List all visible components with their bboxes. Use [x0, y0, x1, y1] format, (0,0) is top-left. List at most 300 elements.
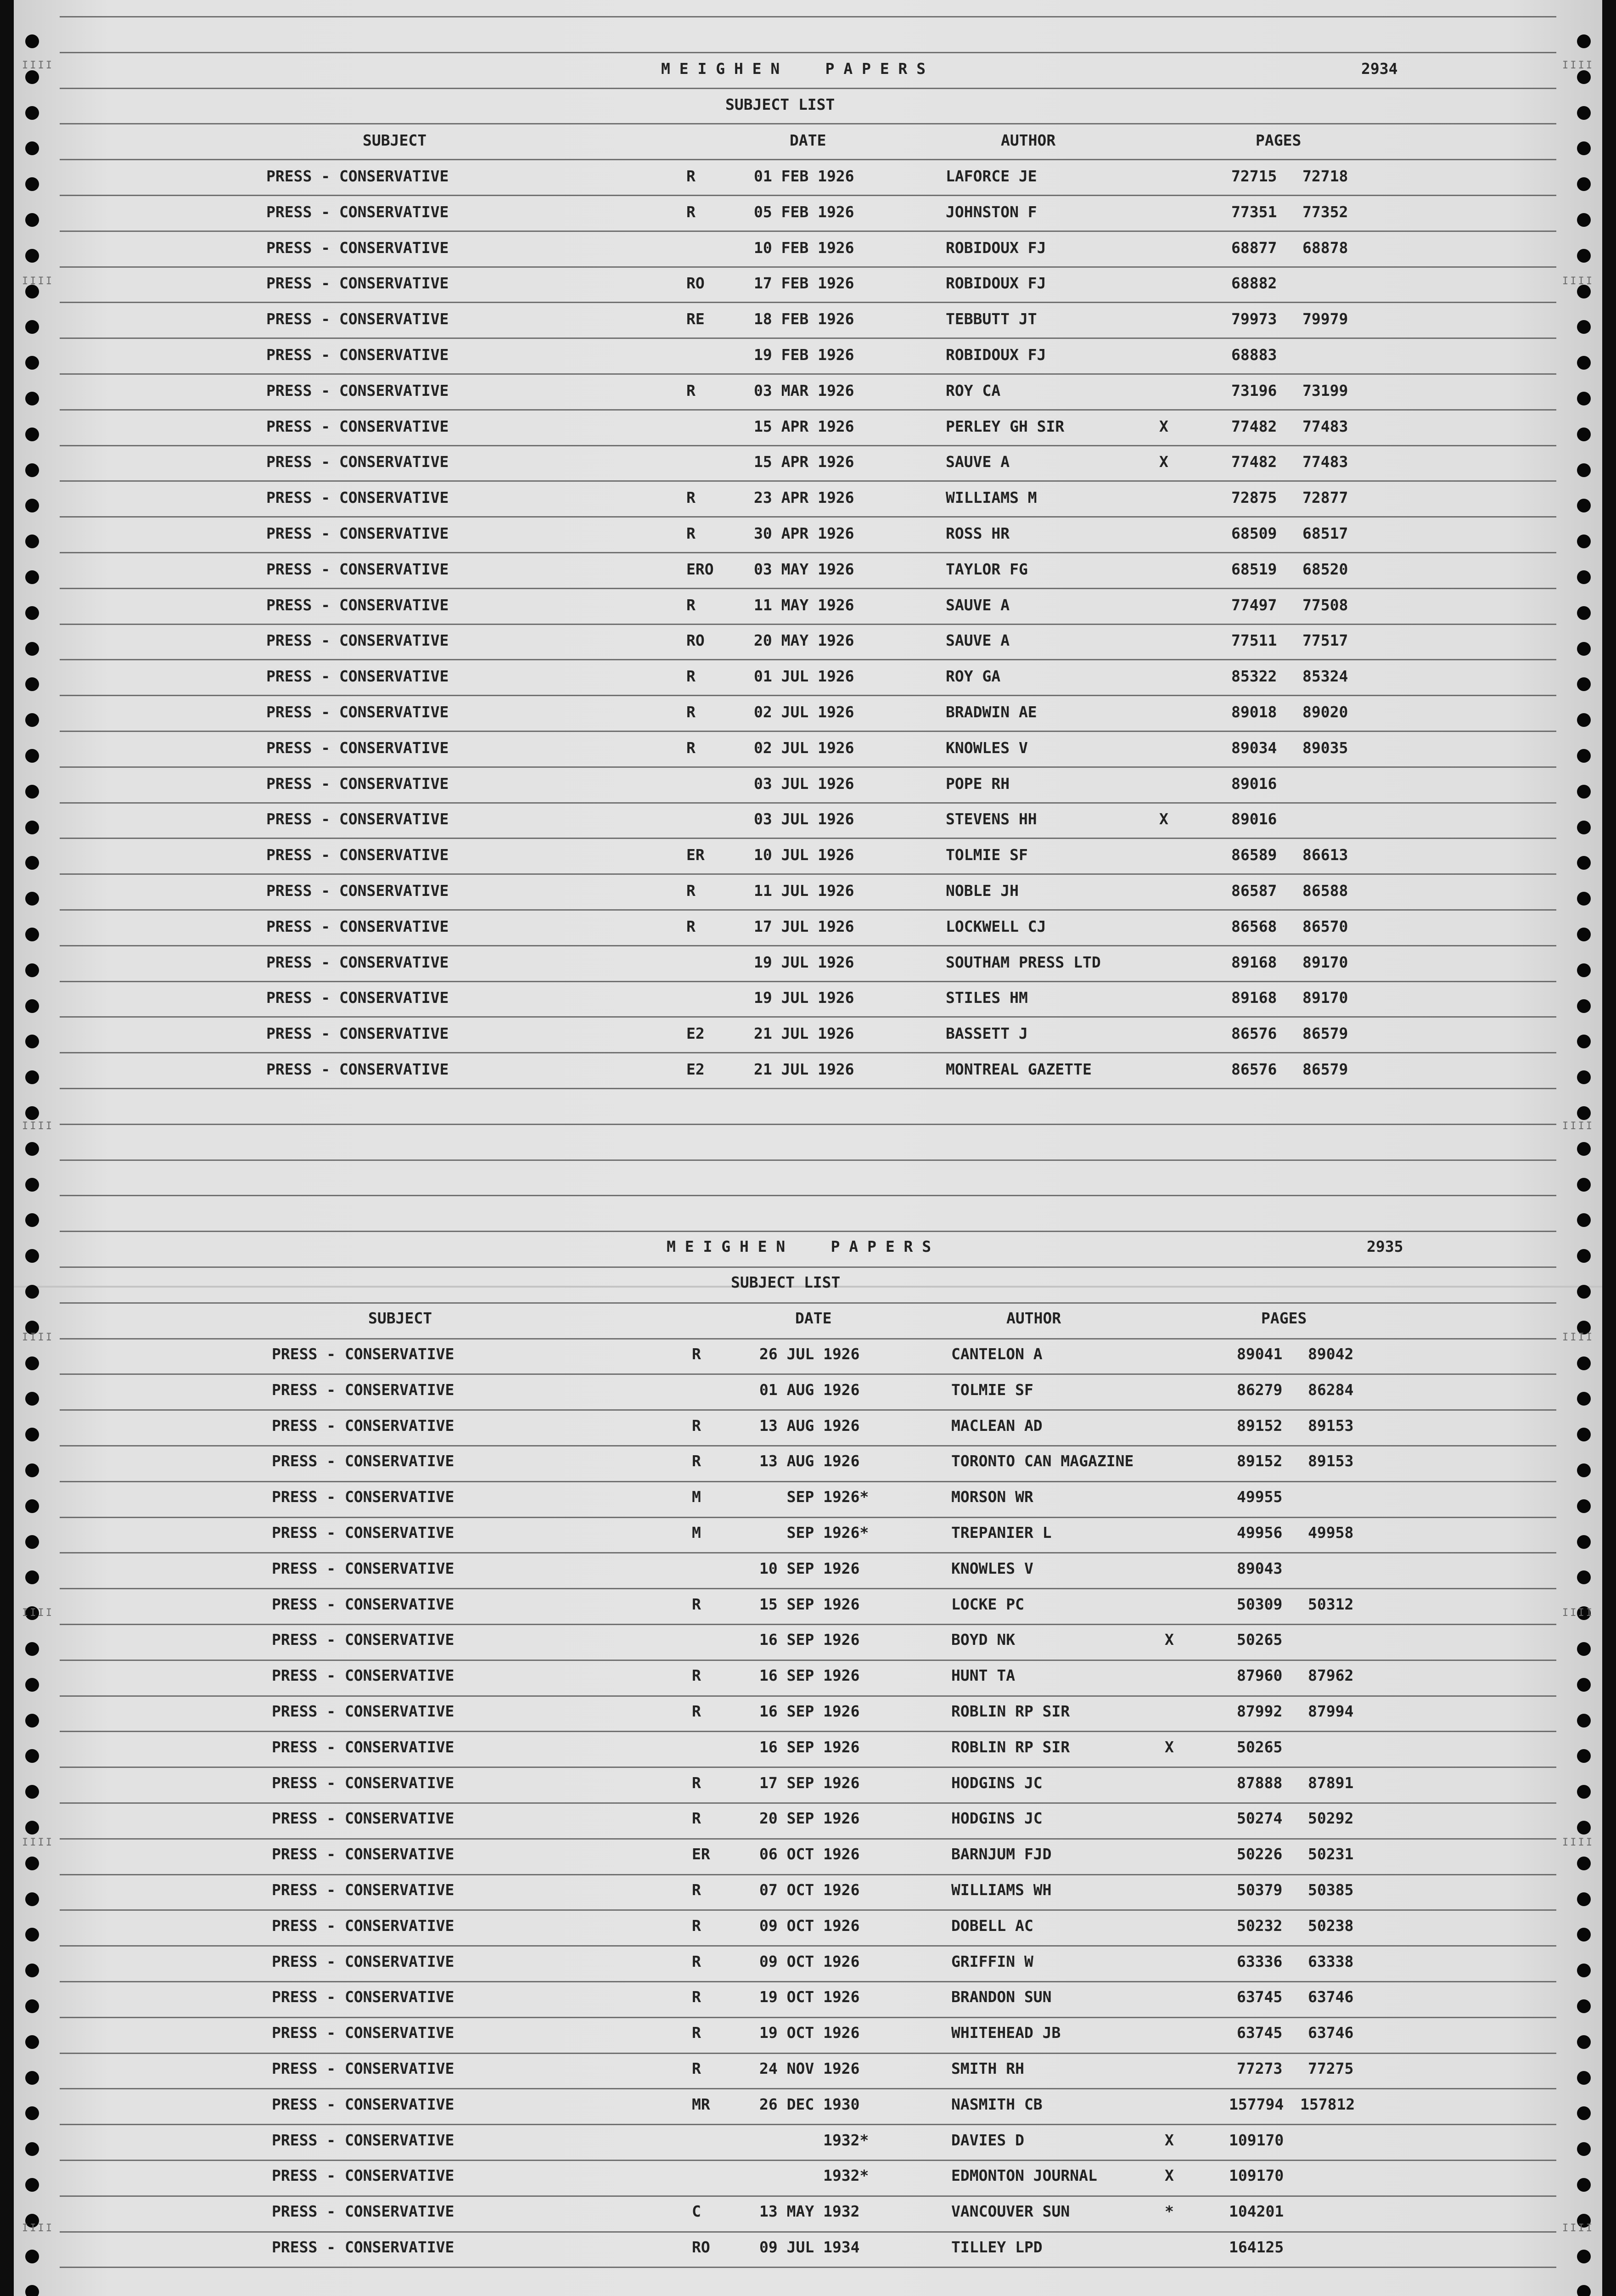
- page-start-cell: 49956: [1237, 1524, 1283, 1542]
- code-cell: ERO: [686, 560, 714, 578]
- code-cell: M: [692, 1524, 701, 1542]
- ruled-line: [60, 1409, 1556, 1411]
- author-cell: TOLMIE SF: [951, 1380, 1033, 1399]
- page-end-cell: 77517: [1302, 631, 1348, 650]
- column-header-author: AUTHOR: [1001, 131, 1056, 149]
- date-cell: 19 OCT 1926: [759, 1988, 860, 2006]
- page-end-cell: 89020: [1302, 703, 1348, 721]
- author-cell: TEBBUTT JT: [946, 310, 1037, 328]
- page-start-cell: 89152: [1237, 1416, 1283, 1435]
- page-start-cell: 86568: [1231, 917, 1277, 935]
- code-cell: R: [692, 1881, 701, 1899]
- subject-cell: PRESS - CONSERVATIVE: [266, 989, 449, 1007]
- author-cell: LOCKWELL CJ: [946, 917, 1046, 935]
- author-cell: BARNJUM FJD: [951, 1845, 1052, 1863]
- date-cell: 03 MAR 1926: [754, 381, 854, 400]
- date-cell: 09 JUL 1934: [759, 2238, 860, 2256]
- flag-cell: *: [1165, 2202, 1174, 2221]
- subject-cell: PRESS - CONSERVATIVE: [266, 738, 449, 757]
- author-cell: EDMONTON JOURNAL: [951, 2167, 1097, 2185]
- date-cell: 13 MAY 1932: [759, 2202, 860, 2221]
- date-cell: 11 JUL 1926: [754, 882, 854, 900]
- tractor-hole: [25, 570, 39, 584]
- author-cell: NASMITH CB: [951, 2095, 1043, 2113]
- tractor-hole: [1577, 570, 1591, 584]
- code-cell: R: [692, 2024, 701, 2042]
- ruled-line: [60, 1695, 1556, 1697]
- ruled-line: [60, 159, 1556, 160]
- author-cell: SMITH RH: [951, 2060, 1024, 2077]
- subject-cell: PRESS - CONSERVATIVE: [272, 1916, 454, 1935]
- subject-list-heading: SUBJECT LIST: [725, 96, 835, 113]
- author-cell: SAUVE A: [946, 631, 1010, 650]
- date-cell: 03 JUL 1926: [754, 810, 854, 828]
- page-start-cell: 50379: [1237, 1881, 1283, 1899]
- page-end-cell: 89153: [1308, 1416, 1354, 1435]
- page-start-cell: 86576: [1231, 1024, 1277, 1043]
- ruled-line: [60, 1445, 1556, 1446]
- author-cell: GRIFFIN W: [951, 1952, 1033, 1970]
- tractor-hole: [1577, 34, 1591, 48]
- flag-cell: X: [1165, 2167, 1174, 2185]
- page-start-cell: 86589: [1231, 846, 1277, 864]
- author-cell: HODGINS JC: [951, 1773, 1043, 1792]
- subject-cell: PRESS - CONSERVATIVE: [272, 1845, 454, 1863]
- author-cell: KNOWLES V: [951, 1559, 1033, 1577]
- column-header-date: DATE: [790, 131, 826, 149]
- tractor-hole: [25, 1285, 39, 1299]
- ruled-line: [60, 981, 1556, 982]
- tractor-hole: [1577, 892, 1591, 906]
- tractor-hole: [25, 1535, 39, 1549]
- author-cell: PERLEY GH SIR: [946, 417, 1065, 435]
- date-cell: 19 OCT 1926: [759, 2024, 860, 2042]
- tractor-hole: [25, 34, 39, 48]
- date-cell: 13 AUG 1926: [759, 1452, 860, 1470]
- tractor-hole: [1577, 535, 1591, 548]
- page-start-cell: 85322: [1231, 667, 1277, 686]
- tractor-hole: [1577, 463, 1591, 477]
- report-title: M E I G H E N P A P E R S: [661, 60, 926, 78]
- page-end-cell: 72718: [1302, 167, 1348, 185]
- tractor-hole: [1577, 1999, 1591, 2013]
- subject-cell: PRESS - CONSERVATIVE: [266, 1060, 449, 1078]
- margin-tick: IIII: [22, 1837, 54, 1848]
- ruled-line: [60, 1660, 1556, 1661]
- tractor-hole: [1577, 713, 1591, 727]
- author-cell: ROBLIN RP SIR: [951, 1738, 1070, 1756]
- author-cell: ROBIDOUX FJ: [946, 274, 1046, 293]
- page-start-cell: 77351: [1231, 203, 1277, 221]
- author-cell: WILLIAMS WH: [951, 1881, 1052, 1899]
- page-start-cell: 89152: [1237, 1452, 1283, 1470]
- code-cell: R: [686, 203, 696, 221]
- code-cell: RO: [686, 274, 705, 293]
- margin-tick: IIII: [1562, 2223, 1594, 2234]
- subject-cell: PRESS - CONSERVATIVE: [266, 453, 449, 471]
- tractor-hole: [25, 70, 39, 84]
- date-cell: 07 OCT 1926: [759, 1881, 860, 1899]
- column-header-date: DATE: [795, 1309, 832, 1327]
- date-cell: 23 APR 1926: [754, 489, 854, 507]
- date-cell: 21 JUL 1926: [754, 1024, 854, 1043]
- ruled-line: [60, 338, 1556, 339]
- code-cell: R: [692, 1452, 701, 1470]
- date-cell: 16 SEP 1926: [759, 1702, 860, 1720]
- page-end-cell: 86579: [1302, 1060, 1348, 1078]
- tractor-hole: [1577, 2250, 1591, 2263]
- subject-cell: PRESS - CONSERVATIVE: [266, 917, 449, 935]
- subject-cell: PRESS - CONSERVATIVE: [272, 1631, 454, 1649]
- page-end-cell: 79979: [1302, 310, 1348, 328]
- subject-cell: PRESS - CONSERVATIVE: [272, 1809, 454, 1828]
- tractor-hole: [1577, 1356, 1591, 1370]
- tractor-hole: [1577, 2071, 1591, 2085]
- author-cell: SAUVE A: [946, 596, 1010, 614]
- ruled-line: [60, 1552, 1556, 1553]
- code-cell: ER: [686, 846, 705, 864]
- column-header-author: AUTHOR: [1006, 1309, 1061, 1327]
- date-cell: 09 OCT 1926: [759, 1916, 860, 1935]
- date-cell: 26 JUL 1926: [759, 1345, 860, 1363]
- tractor-hole: [25, 821, 39, 834]
- author-cell: WILLIAMS M: [946, 489, 1037, 507]
- ruled-line: [60, 659, 1556, 660]
- tractor-hole: [1577, 2035, 1591, 2049]
- page-number: 2934: [1361, 60, 1398, 78]
- page-end-cell: 89170: [1302, 989, 1348, 1007]
- date-cell: 19 JUL 1926: [754, 989, 854, 1007]
- page-end-cell: 63746: [1308, 2024, 1354, 2042]
- ruled-line: [60, 88, 1556, 89]
- code-cell: E2: [686, 1024, 705, 1043]
- page-start-cell: 164125: [1229, 2238, 1284, 2256]
- tractor-hole: [25, 1821, 39, 1835]
- margin-tick: IIII: [1562, 1120, 1594, 1132]
- subject-cell: PRESS - CONSERVATIVE: [272, 1488, 454, 1506]
- ruled-line: [60, 588, 1556, 589]
- author-cell: DAVIES D: [951, 2131, 1024, 2149]
- page-end-cell: 63746: [1308, 1988, 1354, 2006]
- author-cell: DOBELL AC: [951, 1916, 1033, 1935]
- tractor-hole: [25, 963, 39, 977]
- ruled-line: [60, 1052, 1556, 1053]
- date-cell: 10 JUL 1926: [754, 846, 854, 864]
- subject-cell: PRESS - CONSERVATIVE: [266, 774, 449, 793]
- subject-cell: PRESS - CONSERVATIVE: [266, 703, 449, 721]
- tractor-hole: [1577, 1892, 1591, 1906]
- date-cell: 20 SEP 1926: [759, 1809, 860, 1828]
- page-start-cell: 89043: [1237, 1559, 1283, 1577]
- flag-cell: X: [1165, 1738, 1174, 1756]
- margin-tick: IIII: [22, 2223, 54, 2234]
- subject-cell: PRESS - CONSERVATIVE: [266, 667, 449, 686]
- ruled-line: [60, 766, 1556, 768]
- subject-cell: PRESS - CONSERVATIVE: [266, 596, 449, 614]
- tractor-hole: [1577, 1142, 1591, 1156]
- tractor-hole: [1577, 1714, 1591, 1728]
- author-cell: STILES HM: [946, 989, 1028, 1007]
- margin-tick: IIII: [1562, 60, 1594, 71]
- tractor-hole: [25, 463, 39, 477]
- page-start-cell: 104201: [1229, 2202, 1284, 2221]
- margin-tick: IIII: [1562, 1837, 1594, 1848]
- page-end-cell: 73199: [1302, 381, 1348, 400]
- tractor-hole: [25, 177, 39, 191]
- tractor-hole: [25, 249, 39, 263]
- page-end-cell: 86588: [1302, 882, 1348, 900]
- page-end-cell: 50238: [1308, 1916, 1354, 1935]
- date-cell: 15 APR 1926: [754, 417, 854, 435]
- page-end-cell: 68520: [1302, 560, 1348, 578]
- ruled-line: [60, 1124, 1556, 1125]
- tractor-hole: [1577, 1499, 1591, 1513]
- tractor-hole: [25, 2285, 39, 2296]
- ruled-line: [60, 873, 1556, 875]
- tractor-hole: [25, 749, 39, 763]
- author-cell: TREPANIER L: [951, 1524, 1052, 1542]
- author-cell: HODGINS JC: [951, 1809, 1043, 1828]
- subject-cell: PRESS - CONSERVATIVE: [266, 846, 449, 864]
- ruled-line: [60, 2231, 1556, 2233]
- tractor-hole: [25, 892, 39, 906]
- tractor-hole: [25, 1463, 39, 1477]
- subject-cell: PRESS - CONSERVATIVE: [272, 1988, 454, 2006]
- ruled-line: [60, 2053, 1556, 2054]
- tractor-hole: [25, 1999, 39, 2013]
- margin-tick: IIII: [22, 1332, 54, 1343]
- tractor-hole: [1577, 1249, 1591, 1263]
- ruled-line: [60, 1338, 1556, 1339]
- subject-cell: PRESS - CONSERVATIVE: [272, 1345, 454, 1363]
- tractor-hole: [1577, 2178, 1591, 2192]
- page-start-cell: 77497: [1231, 596, 1277, 614]
- code-cell: R: [686, 381, 696, 400]
- tractor-hole: [1577, 821, 1591, 834]
- page-start-cell: 63336: [1237, 1952, 1283, 1970]
- author-cell: JOHNSTON F: [946, 203, 1037, 221]
- subject-cell: PRESS - CONSERVATIVE: [272, 1416, 454, 1435]
- ruled-line: [60, 1302, 1556, 1304]
- subject-cell: PRESS - CONSERVATIVE: [272, 1595, 454, 1613]
- tractor-hole: [1577, 1642, 1591, 1656]
- page-end-cell: 87962: [1308, 1666, 1354, 1685]
- tractor-hole: [1577, 963, 1591, 977]
- tractor-hole: [25, 1070, 39, 1084]
- ruled-line: [60, 16, 1556, 17]
- page-end-cell: 50292: [1308, 1809, 1354, 1828]
- subject-cell: PRESS - CONSERVATIVE: [272, 1666, 454, 1685]
- page-end-cell: 89153: [1308, 1452, 1354, 1470]
- margin-tick: IIII: [1562, 276, 1594, 287]
- date-cell: 18 FEB 1926: [754, 310, 854, 328]
- ruled-line: [60, 1266, 1556, 1268]
- ruled-line: [60, 1624, 1556, 1625]
- page-end-cell: 86570: [1302, 917, 1348, 935]
- ruled-line: [60, 52, 1556, 53]
- date-cell: 19 JUL 1926: [754, 953, 854, 971]
- page-start-cell: 87960: [1237, 1666, 1283, 1685]
- author-cell: BRANDON SUN: [951, 1988, 1052, 2006]
- author-cell: ROBIDOUX FJ: [946, 346, 1046, 364]
- subject-cell: PRESS - CONSERVATIVE: [272, 1524, 454, 1542]
- tractor-hole: [25, 356, 39, 370]
- margin-tick: IIII: [22, 60, 54, 71]
- ruled-line: [60, 123, 1556, 124]
- subject-cell: PRESS - CONSERVATIVE: [272, 1559, 454, 1577]
- author-cell: BASSETT J: [946, 1024, 1028, 1043]
- subject-cell: PRESS - CONSERVATIVE: [266, 560, 449, 578]
- tractor-hole: [25, 1356, 39, 1370]
- author-cell: LOCKE PC: [951, 1595, 1024, 1613]
- tractor-hole: [25, 2071, 39, 2085]
- subject-cell: PRESS - CONSERVATIVE: [272, 1380, 454, 1399]
- page-start-cell: 50226: [1237, 1845, 1283, 1863]
- date-cell: 01 AUG 1926: [759, 1380, 860, 1399]
- tractor-hole: [25, 713, 39, 727]
- margin-tick: IIII: [22, 276, 54, 287]
- tractor-hole: [25, 999, 39, 1013]
- subject-cell: PRESS - CONSERVATIVE: [266, 167, 449, 185]
- code-cell: R: [692, 1988, 701, 2006]
- page-end-cell: 77352: [1302, 203, 1348, 221]
- tractor-hole: [25, 535, 39, 548]
- tractor-hole: [1577, 749, 1591, 763]
- code-cell: R: [692, 1595, 701, 1613]
- page-start-cell: 72715: [1231, 167, 1277, 185]
- tractor-hole: [25, 1428, 39, 1441]
- date-cell: 06 OCT 1926: [759, 1845, 860, 1863]
- ruled-line: [60, 302, 1556, 303]
- page-end-cell: 87891: [1308, 1773, 1354, 1792]
- tractor-hole: [1577, 1964, 1591, 1977]
- tractor-hole: [25, 928, 39, 941]
- tractor-hole: [25, 213, 39, 227]
- page-start-cell: 50265: [1237, 1631, 1283, 1649]
- page-start-cell: 157794: [1229, 2095, 1284, 2113]
- page-start-cell: 87888: [1237, 1773, 1283, 1792]
- tractor-hole: [25, 428, 39, 441]
- subject-cell: PRESS - CONSERVATIVE: [272, 1702, 454, 1720]
- column-header-pages: PAGES: [1261, 1309, 1307, 1327]
- author-cell: BOYD NK: [951, 1631, 1016, 1649]
- tractor-hole: [25, 1642, 39, 1656]
- ruled-line: [60, 1481, 1556, 1482]
- tractor-hole: [25, 2142, 39, 2156]
- ruled-line: [60, 1517, 1556, 1518]
- tractor-hole: [25, 1178, 39, 1192]
- ruled-line: [60, 266, 1556, 268]
- date-cell: 24 NOV 1926: [759, 2060, 860, 2077]
- subject-cell: PRESS - CONSERVATIVE: [266, 631, 449, 650]
- tractor-hole: [1577, 1070, 1591, 1084]
- ruled-line: [60, 624, 1556, 625]
- page-start-cell: 89018: [1231, 703, 1277, 721]
- code-cell: R: [686, 882, 696, 900]
- ruled-line: [60, 838, 1556, 839]
- date-cell: 05 FEB 1926: [754, 203, 854, 221]
- page-end-cell: 86579: [1302, 1024, 1348, 1043]
- author-cell: CANTELON A: [951, 1345, 1043, 1363]
- ruled-line: [60, 2195, 1556, 2197]
- subject-cell: PRESS - CONSERVATIVE: [272, 1773, 454, 1792]
- date-cell: 26 DEC 1930: [759, 2095, 860, 2113]
- printout-page: [14, 0, 1602, 2296]
- author-cell: ROBLIN RP SIR: [951, 1702, 1070, 1720]
- page-start-cell: 63745: [1237, 1988, 1283, 2006]
- tractor-hole: [25, 1142, 39, 1156]
- ruled-line: [60, 516, 1556, 518]
- tractor-hole: [1577, 2285, 1591, 2296]
- tractor-hole: [1577, 249, 1591, 263]
- ruled-line: [60, 1159, 1556, 1161]
- tractor-hole: [1577, 1678, 1591, 1692]
- subject-cell: PRESS - CONSERVATIVE: [266, 810, 449, 828]
- page-end-cell: 87994: [1308, 1702, 1354, 1720]
- subject-cell: PRESS - CONSERVATIVE: [266, 953, 449, 971]
- date-cell: 20 MAY 1926: [754, 631, 854, 650]
- page-start-cell: 50265: [1237, 1738, 1283, 1756]
- subject-cell: PRESS - CONSERVATIVE: [266, 417, 449, 435]
- page-start-cell: 50232: [1237, 1916, 1283, 1935]
- ruled-line: [60, 552, 1556, 553]
- subject-cell: PRESS - CONSERVATIVE: [266, 489, 449, 507]
- date-cell: 17 FEB 1926: [754, 274, 854, 293]
- page-start-cell: 89016: [1231, 774, 1277, 793]
- page-number: 2935: [1367, 1238, 1403, 1255]
- page-end-cell: 86284: [1308, 1380, 1354, 1399]
- column-header-subject: SUBJECT: [363, 131, 427, 149]
- tractor-hole: [1577, 1857, 1591, 1870]
- subject-cell: PRESS - CONSERVATIVE: [266, 1024, 449, 1043]
- page-start-cell: 77482: [1231, 417, 1277, 435]
- date-cell: 1932*: [759, 2131, 869, 2149]
- margin-tick: IIII: [22, 1607, 54, 1619]
- subject-cell: PRESS - CONSERVATIVE: [266, 346, 449, 364]
- tractor-hole: [25, 1892, 39, 1906]
- date-cell: 16 SEP 1926: [759, 1738, 860, 1756]
- author-cell: SOUTHAM PRESS LTD: [946, 953, 1101, 971]
- page-start-cell: 89034: [1231, 738, 1277, 757]
- page-start-cell: 68882: [1231, 274, 1277, 293]
- author-cell: ROBIDOUX FJ: [946, 238, 1046, 257]
- subject-cell: PRESS - CONSERVATIVE: [272, 2167, 454, 2185]
- ruled-line: [60, 2017, 1556, 2018]
- date-cell: 11 MAY 1926: [754, 596, 854, 614]
- code-cell: RO: [692, 2238, 710, 2256]
- tractor-hole: [25, 1499, 39, 1513]
- page-start-cell: 63745: [1237, 2024, 1283, 2042]
- flag-cell: X: [1159, 810, 1168, 828]
- code-cell: R: [692, 1809, 701, 1828]
- subject-cell: PRESS - CONSERVATIVE: [266, 203, 449, 221]
- ruled-line: [60, 1588, 1556, 1589]
- author-cell: MACLEAN AD: [951, 1416, 1043, 1435]
- code-cell: R: [686, 489, 696, 507]
- author-cell: KNOWLES V: [946, 738, 1028, 757]
- page-start-cell: 68877: [1231, 238, 1277, 257]
- page-start-cell: 89168: [1231, 989, 1277, 1007]
- tractor-hole: [1577, 177, 1591, 191]
- page-start-cell: 89041: [1237, 1345, 1283, 1363]
- code-cell: R: [692, 1773, 701, 1792]
- subject-cell: PRESS - CONSERVATIVE: [272, 2131, 454, 2149]
- tractor-hole: [1577, 1428, 1591, 1441]
- ruled-line: [60, 2160, 1556, 2161]
- page-start-cell: 86279: [1237, 1380, 1283, 1399]
- author-cell: BRADWIN AE: [946, 703, 1037, 721]
- page-end-cell: 85324: [1302, 667, 1348, 686]
